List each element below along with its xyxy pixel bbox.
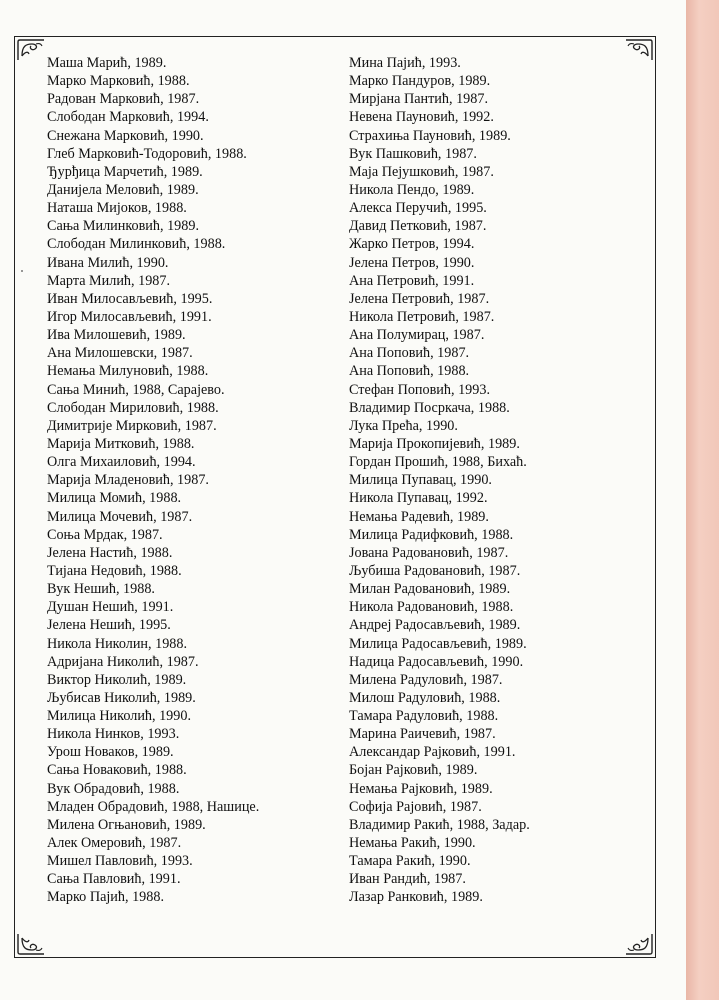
name-entry: Душан Нешић, 1991.	[47, 599, 174, 616]
name-entry: Данијела Меловић, 1989.	[47, 181, 199, 198]
name-entry: Маша Марић, 1989.	[47, 55, 167, 71]
name-entry: Никола Нинков, 1993.	[47, 726, 180, 743]
name-entry: Слободан Марковић, 1994.	[47, 109, 209, 126]
name-entry: Глеб Марковић-Тодоровић, 1988.	[47, 145, 247, 162]
name-entry: Невена Пауновић, 1992.	[349, 109, 494, 126]
name-entry: Слободан Мириловић, 1988.	[47, 399, 219, 416]
name-entry: Александар Рајковић, 1991.	[349, 744, 516, 761]
name-entry: Надица Радосављевић, 1990.	[349, 653, 524, 670]
name-entry: Немања Милуновић, 1988.	[47, 363, 209, 380]
name-entry: Љубисав Николић, 1989.	[47, 689, 196, 706]
name-entry: Адријана Николић, 1987.	[47, 653, 199, 670]
name-entry: Давид Петковић, 1987.	[349, 218, 487, 235]
name-entry: Алек Омеровић, 1987.	[47, 835, 182, 852]
name-entry: Стефан Поповић, 1993.	[349, 381, 491, 398]
name-entry: Немања Рајковић, 1989.	[349, 780, 493, 797]
name-entry: Сања Новаковић, 1988.	[47, 762, 187, 779]
name-entry: Милена Радуловић, 1987.	[349, 671, 503, 688]
name-entry: Ива Милошевић, 1989.	[47, 327, 186, 344]
name-entry: Урош Новаков, 1989.	[47, 744, 174, 761]
name-entry: Мирјана Пантић, 1987.	[349, 91, 489, 108]
name-entry: Тамара Ракић, 1990.	[349, 853, 471, 870]
name-entry: Сања Милинковић, 1989.	[47, 218, 200, 235]
name-entry: Ана Поповић, 1988.	[349, 363, 470, 380]
corner-ornament-icon	[624, 38, 654, 62]
name-entry: Милица Пупавац, 1990.	[349, 472, 492, 489]
name-entry: Владимир Ракић, 1988, Задар.	[349, 816, 530, 833]
name-entry: Алекса Перучић, 1995.	[349, 200, 487, 217]
name-entry: Наташа Мијоков, 1988.	[47, 200, 187, 217]
name-entry: Јелена Петров, 1990.	[349, 254, 475, 271]
name-entry: Радован Марковић, 1987.	[47, 91, 200, 108]
name-entry: Марина Раичевић, 1987.	[349, 726, 496, 743]
name-entry: Никола Николин, 1988.	[47, 635, 188, 652]
name-entry: Милан Радовановић, 1989.	[349, 581, 511, 598]
corner-ornament-icon	[624, 932, 654, 956]
name-entry: Сања Минић, 1988, Сарајево.	[47, 381, 225, 398]
name-entry: Вук Пашковић, 1987.	[349, 145, 477, 162]
corner-ornament-icon	[16, 932, 46, 956]
name-entry: Јелена Нешић, 1995.	[47, 617, 171, 634]
name-entry: Мишел Павловић, 1993.	[47, 853, 193, 870]
corner-ornament-icon	[16, 38, 46, 62]
name-entry: Марко Пандуров, 1989.	[349, 73, 491, 90]
name-entry: Андреј Радосављевић, 1989.	[349, 617, 521, 634]
name-entry: Бојан Рајковић, 1989.	[349, 762, 478, 779]
name-entry: Никола Пупавац, 1992.	[349, 490, 488, 507]
name-entry: Милица Николић, 1990.	[47, 708, 192, 725]
name-entry: Иван Рандић, 1987.	[349, 871, 466, 888]
name-entry: Тијана Недовић, 1988.	[47, 562, 182, 579]
name-entry: Марија Младеновић, 1987.	[47, 472, 209, 489]
name-entry: Марко Марковић, 1988.	[47, 73, 190, 90]
name-entry: Лука Прећа, 1990.	[349, 417, 458, 434]
name-entry: Ана Петровић, 1991.	[349, 272, 475, 289]
name-entry: Марко Пајић, 1988.	[47, 889, 165, 906]
name-entry: Мина Пајић, 1993.	[349, 55, 461, 71]
paper-speck	[21, 270, 23, 272]
name-entry: Димитрије Мирковић, 1987.	[47, 417, 217, 434]
name-list-right	[349, 54, 530, 907]
name-entry: Никола Петровић, 1987.	[349, 308, 495, 325]
name-entry: Марта Милић, 1987.	[47, 272, 171, 289]
name-entry: Милица Момић, 1988.	[47, 490, 182, 507]
name-entry: Лазар Ранковић, 1989.	[349, 889, 483, 906]
name-entry: Никола Пендо, 1989.	[349, 181, 475, 198]
name-entry: Милица Радосављевић, 1989.	[349, 635, 527, 652]
name-entry: Јована Радовановић, 1987.	[349, 544, 509, 561]
name-entry: Младен Обрадовић, 1988, Нашице.	[47, 798, 260, 815]
name-entry: Соња Мрдак, 1987.	[47, 526, 163, 543]
name-entry: Страхиња Пауновић, 1989.	[349, 127, 511, 144]
name-entry: Милица Мочевић, 1987.	[47, 508, 193, 525]
name-entry: Олга Михаиловић, 1994.	[47, 454, 196, 471]
name-entry: Вук Нешић, 1988.	[47, 581, 155, 598]
name-entry: Марија Прокопијевић, 1989.	[349, 435, 520, 452]
name-list-left	[47, 54, 259, 907]
name-entry: Игор Милосављевић, 1991.	[47, 308, 212, 325]
page-edge	[686, 0, 719, 1000]
name-entry: Жарко Петров, 1994.	[349, 236, 475, 253]
name-entry: Снежана Марковић, 1990.	[47, 127, 204, 144]
name-entry: Немања Ракић, 1990.	[349, 835, 476, 852]
name-entry: Виктор Николић, 1989.	[47, 671, 187, 688]
name-entry: Ана Полумирац, 1987.	[349, 327, 485, 344]
name-entry: Тамара Радуловић, 1988.	[349, 708, 499, 725]
name-entry: Иван Милосављевић, 1995.	[47, 290, 213, 307]
name-entry: Јелена Петровић, 1987.	[349, 290, 490, 307]
name-entry: Ана Милошевски, 1987.	[47, 345, 193, 362]
name-entry: Сања Павловић, 1991.	[47, 871, 181, 888]
name-entry: Љубиша Радовановић, 1987.	[349, 562, 521, 579]
name-entry: Немања Радевић, 1989.	[349, 508, 489, 525]
name-entry: Ана Поповић, 1987.	[349, 345, 470, 362]
name-entry: Марија Митковић, 1988.	[47, 435, 195, 452]
name-entry: Маја Пејушковић, 1987.	[349, 163, 494, 180]
name-entry: Јелена Настић, 1988.	[47, 544, 173, 561]
name-entry: Никола Радовановић, 1988.	[349, 599, 514, 616]
name-entry: Владимир Посркача, 1988.	[349, 399, 510, 416]
name-entry: Милена Огњановић, 1989.	[47, 816, 206, 833]
name-entry: Софија Рајовић, 1987.	[349, 798, 482, 815]
name-entry: Милица Радифковић, 1988.	[349, 526, 514, 543]
name-entry: Ђурђица Марчетић, 1989.	[47, 163, 203, 180]
name-entry: Ивана Милић, 1990.	[47, 254, 169, 271]
name-entry: Гордан Прошић, 1988, Бихаћ.	[349, 454, 527, 471]
name-entry: Милош Радуловић, 1988.	[349, 689, 501, 706]
name-entry: Вук Обрадовић, 1988.	[47, 780, 180, 797]
name-entry: Слободан Милинковић, 1988.	[47, 236, 226, 253]
